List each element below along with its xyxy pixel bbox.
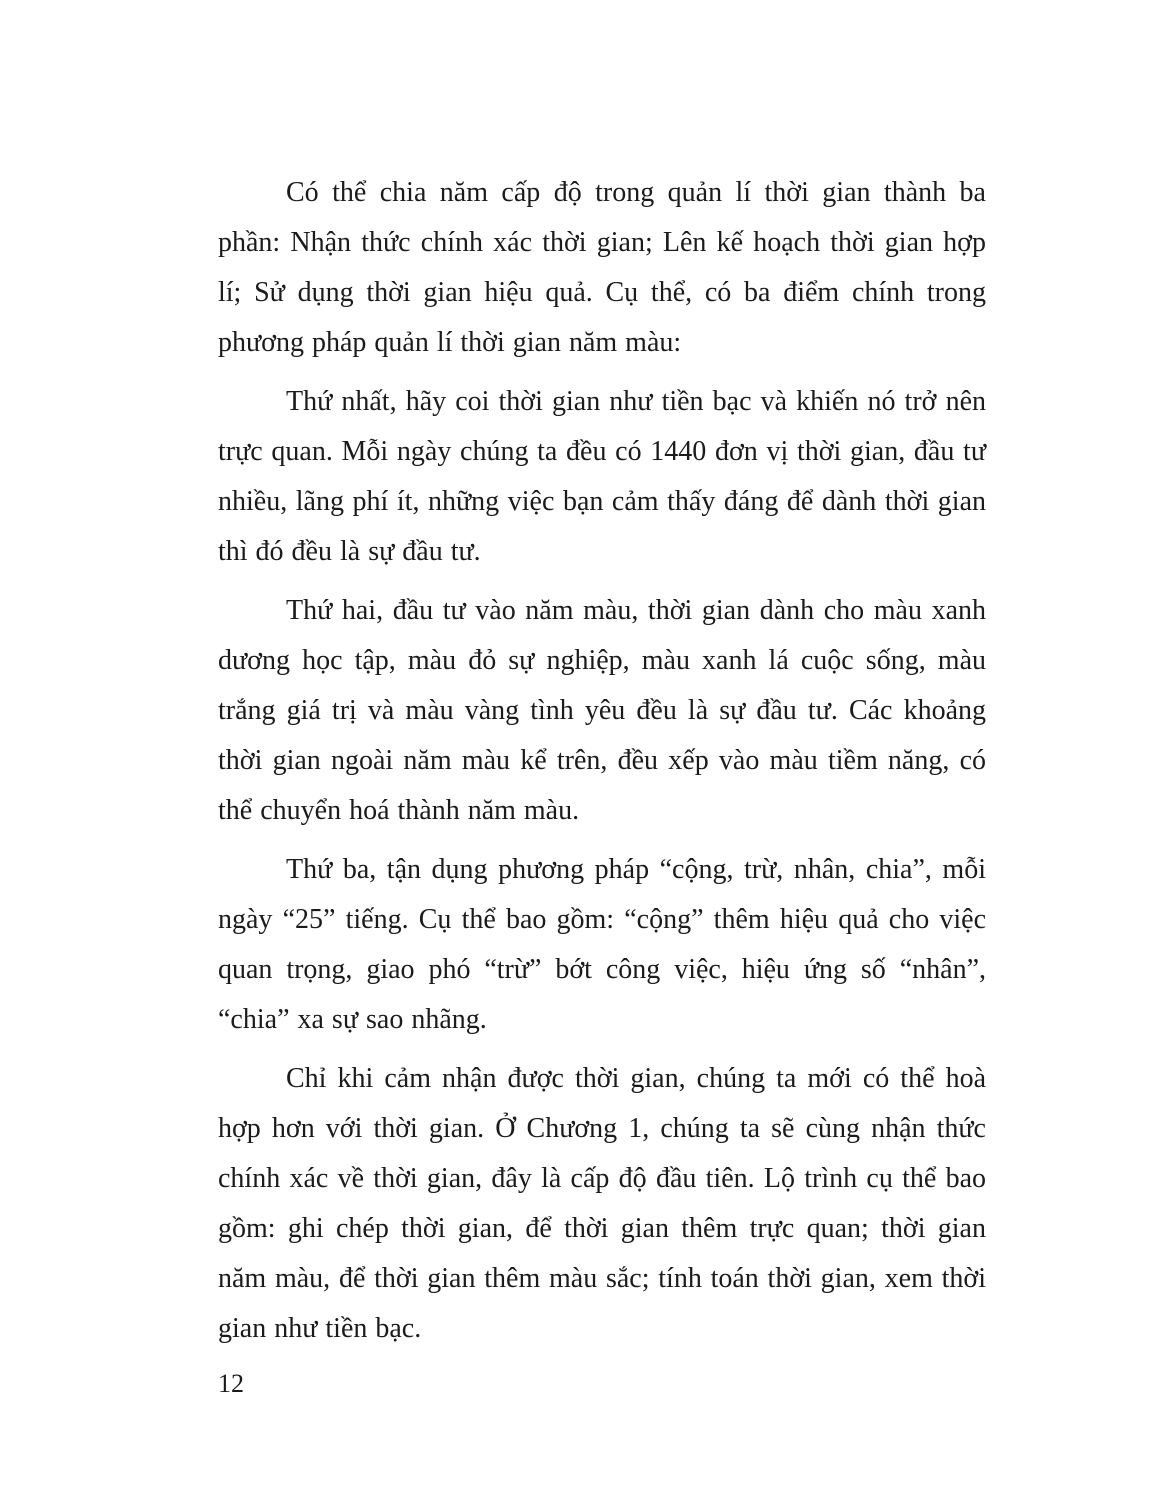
paragraph-first-point: Thứ nhất, hãy coi thời gian như tiền bạc và khiến nó trở nên trực quan. Mỗi ngày chúng ta đều có 1440 đơn vị thời gian, đầu tư nhiều, lãng phí ít, những việc bạn cảm thấy đáng để dành thời gian thì đó đều là sự đầu tư.: [218, 386, 986, 567]
page-number: 12: [218, 1369, 244, 1398]
body-text: [218, 168, 986, 1363]
paragraph-third-point: Thứ ba, tận dụng phương pháp “cộng, trừ, nhân, chia”, mỗi ngày “25” tiếng. Cụ thể bao gồm: “cộng” thêm hiệu quả cho việc quan trọng, giao phó “trừ” bớt công việc, hiệu ứng số “nhân”, “chia” xa sự sao nhãng.: [218, 854, 986, 1035]
paragraph-second-point: Thứ hai, đầu tư vào năm màu, thời gian dành cho màu xanh dương học tập, màu đỏ sự nghiệp, màu xanh lá cuộc sống, màu trắng giá trị và màu vàng tình yêu đều là sự đầu tư. Các khoảng thời gian ngoài năm màu kể trên, đều xếp vào màu tiềm năng, có thể chuyển hoá thành năm màu.: [218, 595, 986, 826]
paragraph-closing: Chỉ khi cảm nhận được thời gian, chúng ta mới có thể hoà hợp hơn với thời gian. Ở Chương 1, chúng ta sẽ cùng nhận thức chính xác về thời gian, đây là cấp độ đầu tiên. Lộ trình cụ thể bao gồm: ghi chép thời gian, để thời gian thêm trực quan; thời gian năm màu, để thời gian thêm màu sắc; tính toán thời gian, xem thời gian như tiền bạc.: [218, 1063, 986, 1344]
paragraph-intro: Có thể chia năm cấp độ trong quản lí thời gian thành ba phần: Nhận thức chính xác thời gian; Lên kế hoạch thời gian hợp lí; Sử dụng thời gian hiệu quả. Cụ thể, có ba điểm chính trong phương pháp quản lí thời gian năm màu:: [218, 177, 986, 358]
